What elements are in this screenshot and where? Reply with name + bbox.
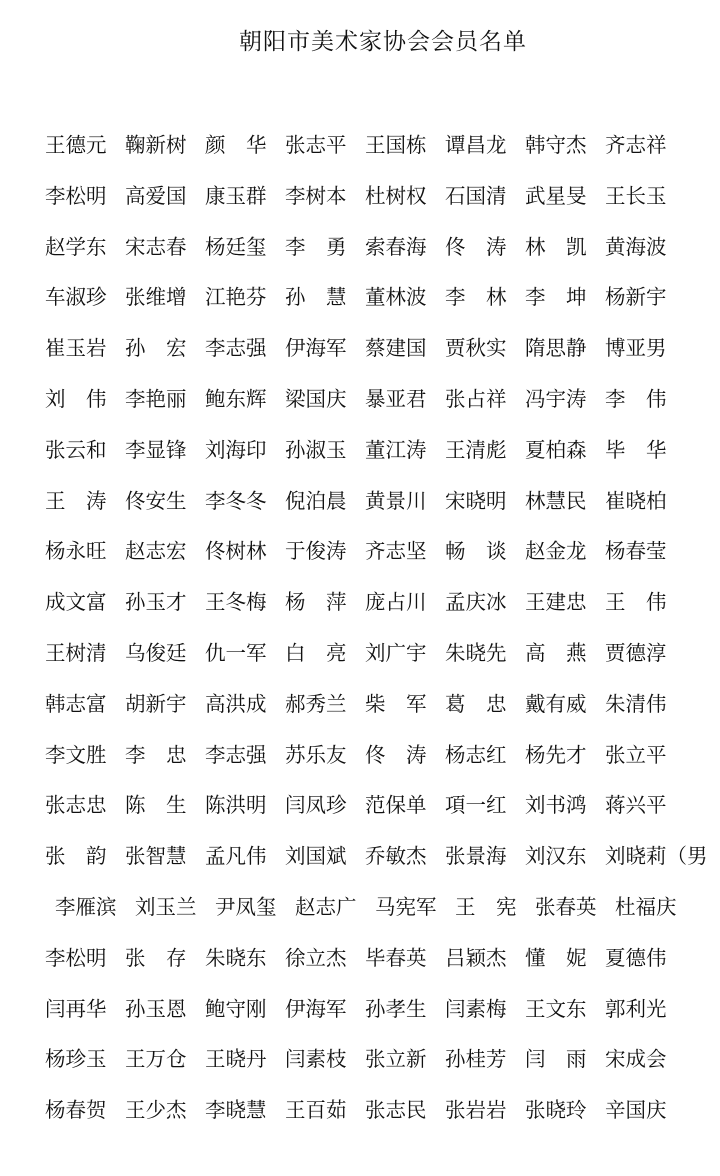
member-name: 博亚男 [605, 336, 667, 361]
member-name: 庞占川 [365, 590, 427, 615]
member-name: 贾德淳 [605, 640, 667, 665]
member-name: 李文胜 [45, 742, 107, 767]
member-name: 张立平 [605, 742, 667, 767]
member-name: 王 伟 [605, 590, 667, 615]
member-name: 苏乐友 [285, 742, 347, 767]
member-name: 鞠新树 [125, 133, 187, 157]
member-name: 辛国庆 [605, 1098, 667, 1123]
member-name: 张春英 [535, 894, 597, 919]
member-name: 刘广宇 [365, 640, 427, 665]
member-name: 李晓慧 [205, 1098, 267, 1123]
member-name: 刘书鸿 [525, 793, 587, 818]
member-name: 乔敏杰 [365, 844, 427, 869]
member-name: 武星旻 [525, 183, 587, 208]
member-name: 朱清伟 [605, 691, 667, 716]
member-name: 张岩岩 [445, 1098, 507, 1123]
member-name: 张维增 [125, 285, 187, 310]
member-name: 杨 萍 [285, 590, 347, 615]
member-name: 闫凤珍 [285, 793, 347, 818]
member-name: 李雁滨 [55, 894, 117, 919]
member-name: 郝秀兰 [285, 691, 347, 716]
member-name: 李 忠 [125, 742, 187, 767]
member-name: 白 亮 [285, 640, 347, 665]
member-name: 于俊涛 [285, 539, 347, 564]
member-name: 杨志红 [445, 742, 507, 767]
member-name: 韩守杰 [525, 133, 587, 157]
member-name: 成文富 [45, 590, 107, 615]
member-row [55, 887, 720, 938]
member-name: 王德元 [45, 133, 107, 157]
member-name: 赵志宏 [125, 539, 187, 564]
member-name: 林 凯 [525, 234, 587, 259]
member-name: 毕 华 [605, 437, 667, 462]
member-name: 董林波 [365, 285, 427, 310]
member-name: 孟庆冰 [445, 590, 507, 615]
member-name: 马宪军 [375, 894, 437, 919]
member-name: 孙桂芳 [445, 1047, 507, 1072]
member-name: 孙 宏 [125, 336, 187, 361]
member-row [45, 582, 720, 633]
member-name: 王 宪 [455, 894, 517, 919]
member-row [45, 735, 720, 786]
member-name: 柴 军 [365, 691, 427, 716]
member-name: 王国栋 [365, 133, 427, 157]
member-name: 张晓玲 [525, 1098, 587, 1123]
member-name: 崔晓柏 [605, 488, 667, 513]
member-name: 杨珍玉 [45, 1047, 107, 1072]
member-row [45, 938, 720, 989]
member-name: 王建忠 [525, 590, 587, 615]
member-name: 杜树权 [365, 183, 427, 208]
member-name: 夏德伟 [605, 945, 667, 970]
member-name: 杨永旺 [45, 539, 107, 564]
member-name: 高洪成 [205, 691, 267, 716]
member-name: 张 存 [125, 945, 187, 970]
member-name: 葛 忠 [445, 691, 507, 716]
member-name: 贾秋实 [445, 336, 507, 361]
member-name: 陈 生 [125, 793, 187, 818]
member-name: 戴有威 [525, 691, 587, 716]
member-name: 蒋兴平 [605, 793, 667, 818]
member-name: 王树清 [45, 640, 107, 665]
member-list [45, 125, 720, 1141]
member-name: 杨先才 [525, 742, 587, 767]
member-name: 谭昌龙 [445, 133, 507, 157]
member-name: 张志平 [285, 133, 347, 157]
member-name: 张志忠 [45, 793, 107, 818]
member-name: 佟 涛 [445, 234, 507, 259]
member-row [45, 684, 720, 735]
member-name: 倪泊晨 [285, 488, 347, 513]
member-row [45, 277, 720, 328]
member-name: 康玉群 [205, 183, 267, 208]
member-name: 孙玉恩 [125, 996, 187, 1021]
member-name: 鲍东辉 [205, 386, 267, 411]
member-name: 仇一军 [205, 640, 267, 665]
member-row [45, 481, 720, 532]
member-name: 索春海 [365, 234, 427, 259]
member-name: 颜 华 [205, 133, 267, 157]
member-row [45, 785, 720, 836]
member-name: 张 韵 [45, 844, 107, 869]
member-name: 陈洪明 [205, 793, 267, 818]
member-name: 杨廷玺 [205, 234, 267, 259]
member-row [45, 531, 720, 582]
member-name: 赵学东 [45, 234, 107, 259]
member-name: 齐志坚 [365, 539, 427, 564]
member-name: 黄海波 [605, 234, 667, 259]
member-name: 孙 慧 [285, 285, 347, 310]
member-name: 张智慧 [125, 844, 187, 869]
member-name: 李松明 [45, 183, 107, 208]
member-name: 李显锋 [125, 437, 187, 462]
member-name: 畅 谈 [445, 539, 507, 564]
member-row [45, 1039, 720, 1090]
member-name: 赵志广 [295, 894, 357, 919]
member-row [45, 328, 720, 379]
member-row [45, 227, 720, 278]
document-title: 朝阳市美术家协会会员名单 [239, 29, 527, 55]
member-name: 刘玉兰 [135, 894, 197, 919]
member-name: 李 勇 [285, 234, 347, 259]
member-name: 王晓丹 [205, 1047, 267, 1072]
member-row [45, 836, 720, 887]
member-name: 刘晓莉（男 [605, 844, 708, 869]
member-row [45, 633, 720, 684]
member-name: 杨新宇 [605, 285, 667, 310]
member-name: 韩志富 [45, 691, 107, 716]
member-name: 佟树林 [205, 539, 267, 564]
member-name: 闫素梅 [445, 996, 507, 1021]
member-name: 王少杰 [125, 1098, 187, 1123]
member-name: 李 林 [445, 285, 507, 310]
member-name: 刘汉东 [525, 844, 587, 869]
member-name: 张云和 [45, 437, 107, 462]
member-name: 王清彪 [445, 437, 507, 462]
member-name: 刘国斌 [285, 844, 347, 869]
member-name: 刘 伟 [45, 386, 107, 411]
member-name: 张立新 [365, 1047, 427, 1072]
member-name: 齐志祥 [605, 133, 667, 157]
member-name: 车淑珍 [45, 285, 107, 310]
member-name: 王长玉 [605, 183, 667, 208]
member-name: 董江涛 [365, 437, 427, 462]
member-name: 朱晓东 [205, 945, 267, 970]
member-name: 高爱国 [125, 183, 187, 208]
member-name: 杨春贺 [45, 1098, 107, 1123]
member-name: 伊海军 [285, 996, 347, 1021]
member-name: 李艳丽 [125, 386, 187, 411]
member-name: 鲍守刚 [205, 996, 267, 1021]
member-name: 王冬梅 [205, 590, 267, 615]
member-name: 黄景川 [365, 488, 427, 513]
member-name: 孙孝生 [365, 996, 427, 1021]
member-name: 孙玉才 [125, 590, 187, 615]
member-name: 李志强 [205, 336, 267, 361]
member-name: 闫再华 [45, 996, 107, 1021]
member-name: 江艳芬 [205, 285, 267, 310]
member-name: 暴亚君 [365, 386, 427, 411]
member-name: 张景海 [445, 844, 507, 869]
member-row [45, 989, 720, 1040]
member-name: 李 伟 [605, 386, 667, 411]
member-name: 高 燕 [525, 640, 587, 665]
member-name: 张志民 [365, 1098, 427, 1123]
member-name: 石国清 [445, 183, 507, 208]
member-name: 李树本 [285, 183, 347, 208]
member-name: 伊海军 [285, 336, 347, 361]
member-name: 张占祥 [445, 386, 507, 411]
member-name: 懂 妮 [525, 945, 587, 970]
member-name: 尹凤玺 [215, 894, 277, 919]
member-name: 闫素枝 [285, 1047, 347, 1072]
member-name: 宋志春 [125, 234, 187, 259]
member-name: 蔡建国 [365, 336, 427, 361]
member-name: 范保单 [365, 793, 427, 818]
member-name: 杜福庆 [615, 894, 677, 919]
member-row [45, 430, 720, 481]
member-name: 徐立杰 [285, 945, 347, 970]
member-name: 王万仓 [125, 1047, 187, 1072]
member-name: 項一红 [445, 793, 507, 818]
member-name: 王百茹 [285, 1098, 347, 1123]
member-name: 李松明 [45, 945, 107, 970]
member-name: 郭利光 [605, 996, 667, 1021]
member-name: 佟安生 [125, 488, 187, 513]
member-name: 林慧民 [525, 488, 587, 513]
member-name: 乌俊廷 [125, 640, 187, 665]
member-row [45, 1090, 720, 1141]
member-name: 夏柏森 [525, 437, 587, 462]
member-name: 孙淑玉 [285, 437, 347, 462]
member-name: 吕颖杰 [445, 945, 507, 970]
member-name: 孟凡伟 [205, 844, 267, 869]
member-name: 李 坤 [525, 285, 587, 310]
member-name: 宋成会 [605, 1047, 667, 1072]
member-name: 毕春英 [365, 945, 427, 970]
member-name: 宋晓明 [445, 488, 507, 513]
member-name: 胡新宇 [125, 691, 187, 716]
member-name: 冯宇涛 [525, 386, 587, 411]
member-name: 梁国庆 [285, 386, 347, 411]
member-name: 隋思静 [525, 336, 587, 361]
member-name: 朱晓先 [445, 640, 507, 665]
member-name: 李冬冬 [205, 488, 267, 513]
member-row [45, 125, 720, 176]
member-row [45, 176, 720, 227]
member-name: 王 涛 [45, 488, 107, 513]
member-row [45, 379, 720, 430]
member-name: 闫 雨 [525, 1047, 587, 1072]
member-name: 杨春莹 [605, 539, 667, 564]
member-name: 李志强 [205, 742, 267, 767]
member-name: 刘海印 [205, 437, 267, 462]
member-name: 赵金龙 [525, 539, 587, 564]
member-name: 崔玉岩 [45, 336, 107, 361]
member-name: 王文东 [525, 996, 587, 1021]
member-name: 佟 涛 [365, 742, 427, 767]
